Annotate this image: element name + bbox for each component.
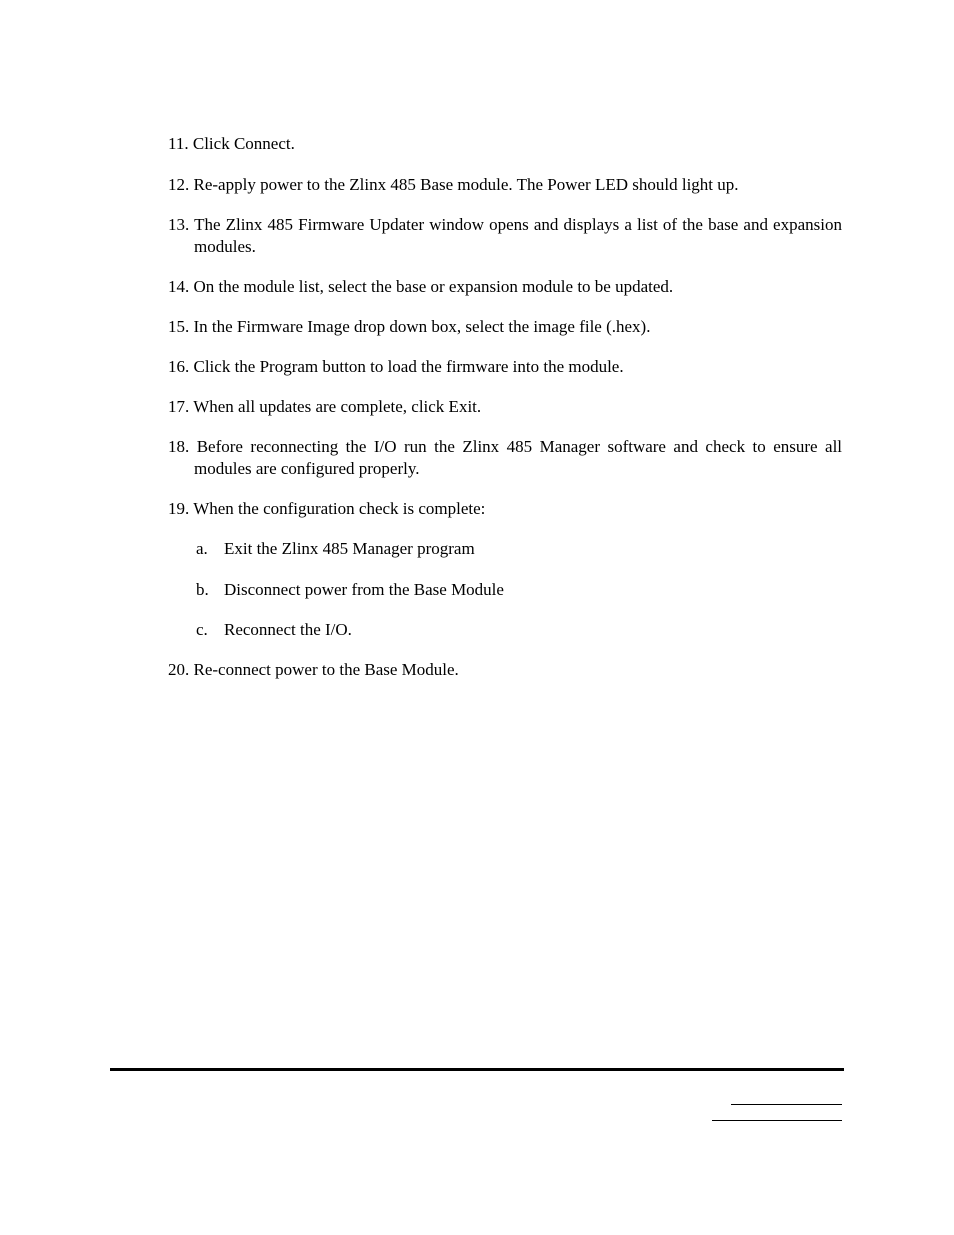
- step-11: [168, 133, 842, 155]
- step-number: 12.: [168, 175, 190, 194]
- step-number: 11.: [168, 134, 189, 153]
- step-13: [168, 214, 842, 258]
- step-17: [168, 396, 842, 418]
- substep-letter: c.: [196, 620, 208, 639]
- footer-rule: [110, 1068, 844, 1071]
- substep-text: Exit the Zlinx 485 Manager program: [224, 539, 475, 558]
- substep-c: [196, 619, 352, 641]
- substep-b: [196, 579, 504, 601]
- step-number: 20.: [168, 660, 190, 679]
- substep-a: [196, 538, 475, 560]
- step-19: [168, 498, 842, 520]
- step-15: [168, 316, 842, 338]
- step-12: [168, 174, 842, 196]
- step-20: [168, 659, 842, 681]
- step-number: 18.: [168, 437, 190, 456]
- step-number: 15.: [168, 317, 190, 336]
- step-text: Click the Program button to load the firmware into the module.: [193, 357, 624, 376]
- footer-underline-2: [712, 1120, 842, 1121]
- step-text: On the module list, select the base or expansion module to be updated.: [193, 277, 674, 296]
- step-number: 16.: [168, 357, 190, 376]
- step-text: The Zlinx 485 Firmware Updater window opens and displays a list of the base and expansion modules.: [194, 215, 842, 256]
- step-number: 13.: [168, 215, 190, 234]
- step-text: Click Connect.: [192, 134, 295, 153]
- step-text: Re-connect power to the Base Module.: [193, 660, 459, 679]
- step-text: In the Firmware Image drop down box, select the image file (.hex).: [193, 317, 651, 336]
- step-number: 14.: [168, 277, 190, 296]
- step-text: When all updates are complete, click Exit.: [193, 397, 482, 416]
- substep-text: Reconnect the I/O.: [224, 620, 352, 639]
- step-text: When the configuration check is complete:: [193, 499, 486, 518]
- step-number: 17.: [168, 397, 190, 416]
- substep-letter: b.: [196, 580, 209, 599]
- step-number: 19.: [168, 499, 190, 518]
- footer-underline-1: [731, 1104, 842, 1105]
- step-18: [168, 436, 842, 480]
- step-text: Re-apply power to the Zlinx 485 Base module. The Power LED should light up.: [193, 175, 739, 194]
- step-16: [168, 356, 842, 378]
- step-text: Before reconnecting the I/O run the Zlinx 485 Manager software and check to ensure all modules are configured properly.: [194, 437, 843, 478]
- step-14: [168, 276, 842, 298]
- substep-text: Disconnect power from the Base Module: [224, 580, 504, 599]
- substep-letter: a.: [196, 539, 208, 558]
